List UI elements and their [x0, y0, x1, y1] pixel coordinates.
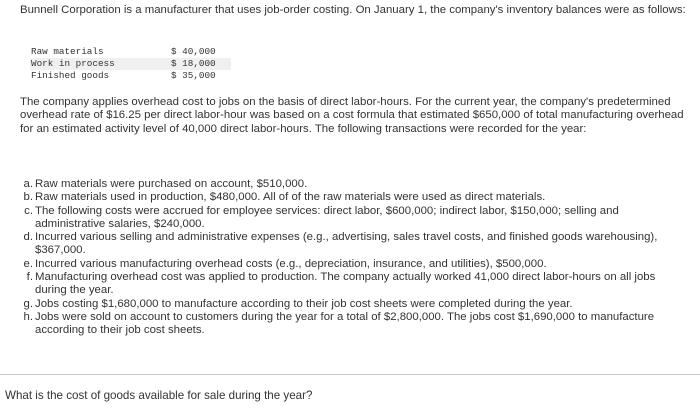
transaction-letter: c.	[24, 204, 33, 217]
inventory-row-raw-materials	[30, 46, 231, 58]
inventory-table	[30, 46, 231, 81]
inventory-label: Raw materials	[31, 46, 104, 57]
transaction-letter: g.	[23, 297, 33, 310]
inventory-label: Finished goods	[31, 69, 110, 81]
transaction-text: Incurred various selling and administrative expenses (e.g., advertising, sales travel costs, and finished goods warehousing), $367,000.	[35, 231, 658, 257]
transaction-item-g	[22, 298, 690, 311]
transaction-item-a	[22, 178, 690, 191]
intro-paragraph: Bunnell Corporation is a manufacturer that uses job-order costing. On January 1, the company's inventory balances were as follows:	[20, 4, 686, 16]
transaction-item-d	[22, 231, 690, 258]
inventory-value: $ 35,000	[171, 69, 216, 81]
transaction-item-f	[22, 271, 690, 298]
transaction-text: The following costs were accrued for employee services: direct labor, $600,000; indirect labor, $150,000; selling and administrative salaries, $240,000.	[35, 204, 619, 230]
question-text: What is the cost of goods available for sale during the year?	[5, 389, 313, 402]
transaction-text: Jobs costing $1,680,000 to manufacture according to their job cost sheets were completed during the year.	[35, 297, 573, 310]
transaction-item-h	[22, 311, 690, 338]
transaction-letter: a.	[23, 178, 33, 190]
transaction-text: Jobs were sold on account to customers during the year for a total of $2,800,000. The jobs cost $1,690,000 to manufacture according to their job cost sheets.	[35, 310, 655, 337]
inventory-label: Work in process	[31, 57, 115, 69]
transaction-item-e	[22, 258, 690, 271]
transaction-text: Raw materials used in production, $480,000. All of of the raw materials were used as direct materials.	[35, 191, 546, 204]
transaction-list	[22, 178, 690, 338]
transaction-letter: b.	[23, 191, 33, 204]
transaction-text: Raw materials were purchased on account, $510,000.	[35, 178, 308, 190]
transaction-item-b	[22, 191, 690, 204]
section-divider	[0, 374, 700, 375]
transaction-text: Manufacturing overhead cost was applied to production. The company actually worked 41,000 direct labor-hours on all jobs during the year.	[35, 271, 656, 297]
inventory-row-finished-goods	[30, 70, 231, 82]
transaction-letter: e.	[23, 257, 33, 270]
transaction-letter: d.	[23, 231, 33, 244]
transaction-letter: h.	[23, 310, 33, 323]
inventory-value: $ 40,000	[171, 46, 216, 57]
transaction-text: Incurred various manufacturing overhead costs (e.g., depreciation, insurance, and utilities), $500,000.	[35, 257, 547, 270]
inventory-value: $ 18,000	[171, 57, 216, 69]
transaction-item-c	[22, 205, 690, 232]
transaction-letter: f.	[26, 271, 33, 284]
overhead-description-paragraph: The company applies overhead cost to jobs on the basis of direct labor-hours. For the current year, the company's predetermined overhead rate of $16.25 per direct labor-hour was based on a cost formula that estimated $650,000 of total manufacturing overhead for an estimated activity level of 40,000 direct labor-hours. The following transactions were recorded for the year:	[20, 96, 684, 135]
inventory-row-work-in-process	[30, 58, 231, 70]
